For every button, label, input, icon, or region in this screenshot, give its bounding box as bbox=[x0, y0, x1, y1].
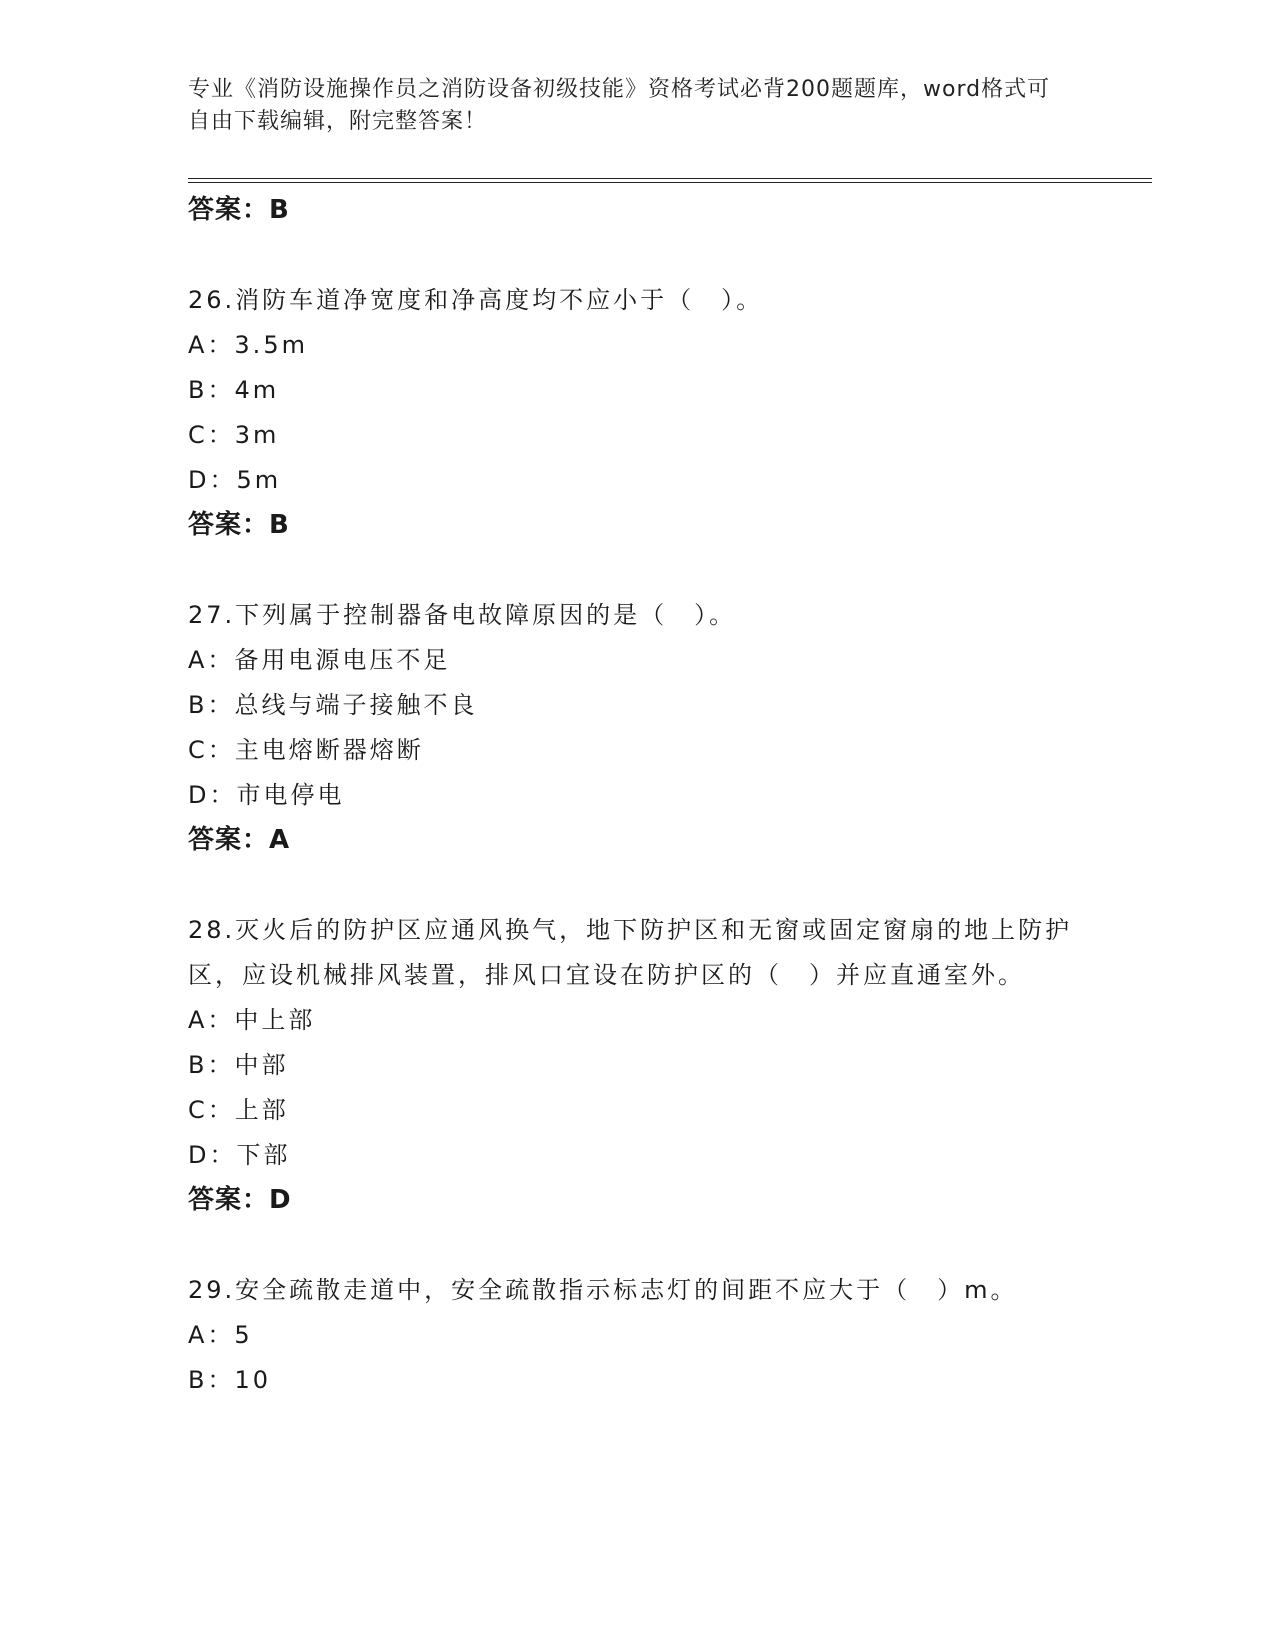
document-header: 专业《消防设施操作员之消防设备初级技能》资格考试必背200题题库，word格式可自由下载编辑，附完整答案！ bbox=[188, 77, 1051, 134]
option-c: C：主电熔断器熔断 bbox=[188, 736, 424, 764]
option-d: D：市电停电 bbox=[188, 781, 345, 809]
question-stem: 27.下列属于控制器备电故障原因的是（ ）。 bbox=[188, 601, 737, 629]
option-b: B：10 bbox=[188, 1366, 272, 1394]
question-list bbox=[188, 188, 1088, 1403]
question-stem: 29.安全疏散走道中，安全疏散指示标志灯的间距不应大于（ ）m。 bbox=[188, 1276, 1018, 1304]
question-26 bbox=[188, 278, 1088, 548]
option-b: B：中部 bbox=[188, 1051, 289, 1079]
option-b: B：4m bbox=[188, 376, 280, 404]
question-27 bbox=[188, 593, 1088, 863]
previous-answer: 答案：B bbox=[188, 195, 290, 225]
question-stem: 28.灭火后的防护区应通风换气，地下防护区和无窗或固定窗扇的地上防护区，应设机械排风装置，排风口宜设在防护区的（ ）并应直通室外。 bbox=[188, 916, 1073, 989]
option-a: A：5 bbox=[188, 1321, 253, 1349]
header-divider-bottom bbox=[188, 182, 1152, 183]
option-a: A：备用电源电压不足 bbox=[188, 646, 451, 674]
option-a: A：3.5m bbox=[188, 331, 308, 359]
option-c: C：3m bbox=[188, 421, 280, 449]
question-stem: 26.消防车道净宽度和净高度均不应小于（ ）。 bbox=[188, 286, 764, 314]
question-29 bbox=[188, 1268, 1088, 1403]
question-answer: 答案：B bbox=[188, 510, 290, 540]
question-answer: 答案：A bbox=[188, 825, 291, 855]
option-d: D：5m bbox=[188, 466, 282, 494]
option-a: A：中上部 bbox=[188, 1006, 316, 1034]
option-b: B：总线与端子接触不良 bbox=[188, 691, 478, 719]
question-28 bbox=[188, 908, 1088, 1223]
header-divider-top bbox=[188, 178, 1152, 179]
option-c: C：上部 bbox=[188, 1096, 289, 1124]
option-d: D：下部 bbox=[188, 1141, 291, 1169]
question-answer: 答案：D bbox=[188, 1185, 292, 1215]
